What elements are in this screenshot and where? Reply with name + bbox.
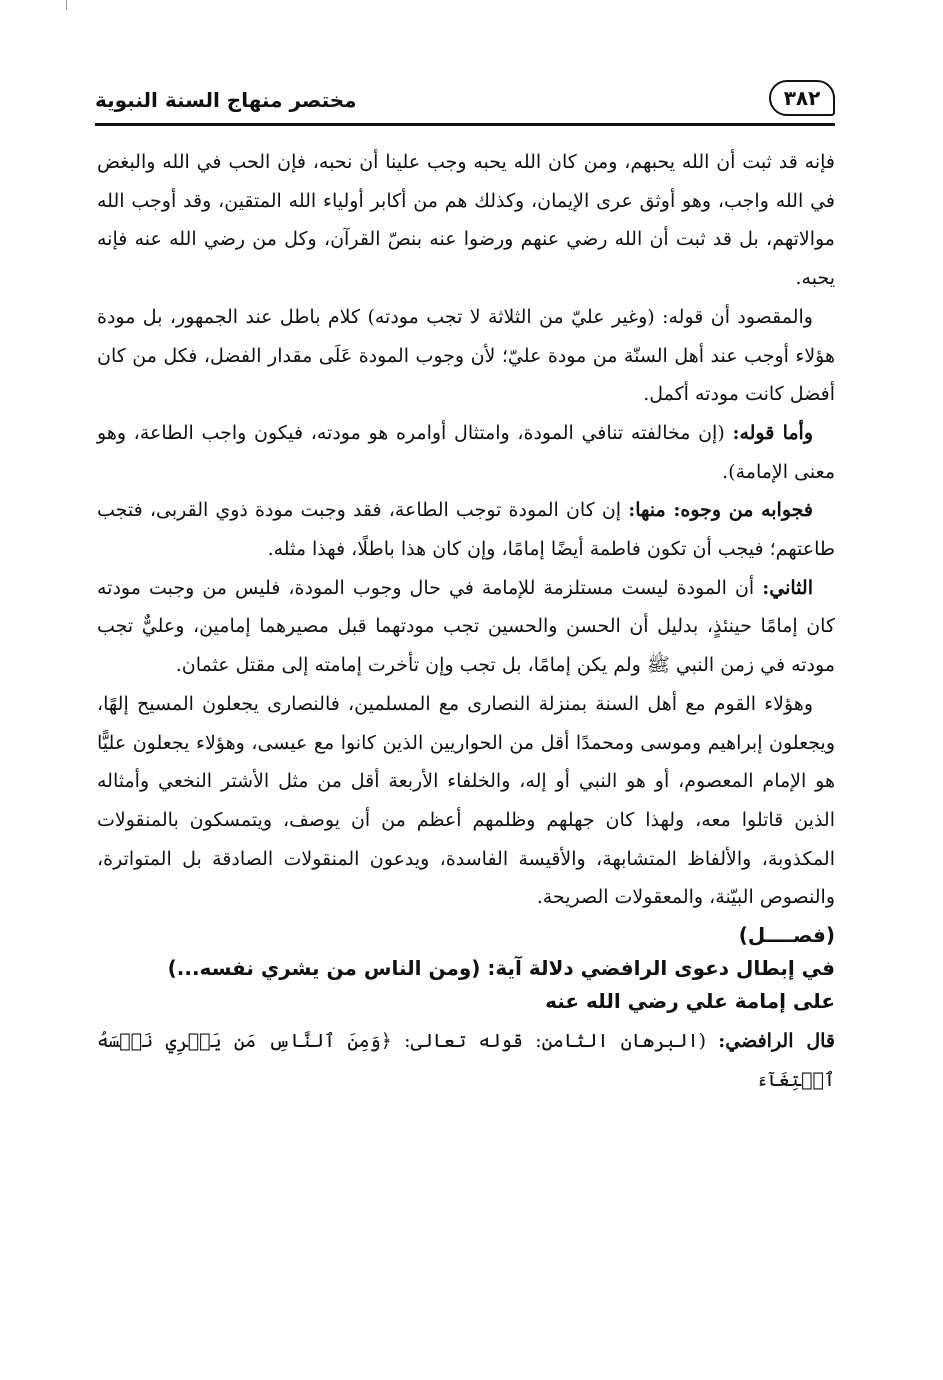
section-label: (فصــــل) bbox=[738, 923, 835, 948]
paragraph-6: وهؤلاء القوم مع أهل السنة بمنزلة النصارى مع المسلمين، فالنصارى يجعلون المسيح إلهًا، ويجعلون إبراهيم وموسى ومحمدًا أقل من الحواريين الذين كانوا مع عيسى، وهؤلاء يجعلون عليًّا هو الإمام المعصوم، أو هو النبي أو إله، والخلفاء الأربعة أقل من مثل الأشتر النخعي وأمثاله الذين قاتلوا معه، ولهذا كان جهلهم وظلمهم أعظم من أن يوصف، ويتمسكون بالمنقولات المكذوبة، والألفاظ المتشابهة، والأقيسة الفاسدة، ويدعون المنقولات الصادقة بل المتواترة، والنصوص البيّنة، والمعقولات الصريحة. bbox=[97, 692, 835, 909]
paragraph-3-lead: وأما قوله: bbox=[732, 421, 813, 444]
paragraph-3 bbox=[97, 414, 835, 491]
page-header bbox=[95, 78, 835, 126]
section-heading-line-2: على إمامة علي رضي الله عنه bbox=[545, 989, 835, 1014]
paragraph-4-lead: فجوابه من وجوه: منها: bbox=[628, 499, 813, 522]
header-rule bbox=[95, 123, 835, 126]
paragraph-7-lead: قال الرافضي: bbox=[718, 1030, 835, 1053]
paragraph-1: فإنه قد ثبت أن الله يحبهم، ومن كان الله يحبه وجب علينا أن نحبه، فإن الحب في الله والبغض في الله واجب، وهو أوثق عرى الإيمان، وكذلك هم من أكابر أولياء الله المتقين، وقد أوجب الله موالاتهم، بل قد ثبت أن الله رضي عنهم ورضوا عنه بنصّ القرآن، وكل من رضي الله عنه فإنه يحبه. bbox=[97, 151, 835, 290]
paragraph-5 bbox=[97, 569, 835, 685]
page-body bbox=[97, 143, 835, 1099]
page-number: ٣٨٢ bbox=[783, 86, 821, 110]
corner-mark bbox=[66, 0, 67, 10]
book-title: مختصر منهاج السنة النبوية bbox=[95, 88, 357, 112]
paragraph-5-text: أن المودة ليست مستلزمة للإمامة في حال وجوب المودة، فليس من وجبت مودته كان إمامًا حينئذٍ، بدليل أن الحسن والحسين تجب مودتهما قبل مصيرهما إمامين، وعليٌّ تجب مودته في زمن النبي ﷺ ولم يكن إمامًا، بل تجب وإن تأخرت إمامته إلى مقتل عثمان. bbox=[97, 576, 835, 677]
paragraph-4 bbox=[97, 491, 835, 568]
paragraph-5-lead: الثاني: bbox=[762, 576, 813, 599]
section-heading-line-1: في إبطال دعوى الرافضي دلالة آية: (ومن الناس من يشري نفسه...) bbox=[167, 956, 835, 981]
page-number-badge bbox=[769, 80, 835, 116]
paragraph-2: والمقصود أن قوله: (وغير عليّ من الثلاثة لا تجب مودته) كلام باطل عند الجمهور، بل مودة هؤلاء أوجب عند أهل السنّة من مودة عليّ؛ لأن وجوب المودة عَلَى مقدار الفضل، فكل من كان أفضل كانت مودته أكمل. bbox=[97, 305, 835, 406]
paragraph-4-text: إن كان المودة توجب الطاعة، فقد وجبت مودة ذوي القربى، فتجب طاعتهم؛ فيجب أن تكون فاطمة أيضًا إمامًا، وإن كان هذا باطلًا، فهذا مثله. bbox=[97, 499, 835, 561]
paragraph-3-text: (إن مخالفته تنافي المودة، وامتثال أوامره هو مودته، فيكون واجب الطاعة، وهو معنى الإمامة). bbox=[97, 421, 835, 483]
paragraph-7-text: (البرهان الثامن: قوله تعالى: ﴿وَمِنَ ٱلنَّاسِ مَن يَشۡرِي نَفۡسَهُ ٱبۡتِغَآءَ bbox=[97, 1030, 835, 1091]
paragraph-7 bbox=[97, 1022, 835, 1099]
